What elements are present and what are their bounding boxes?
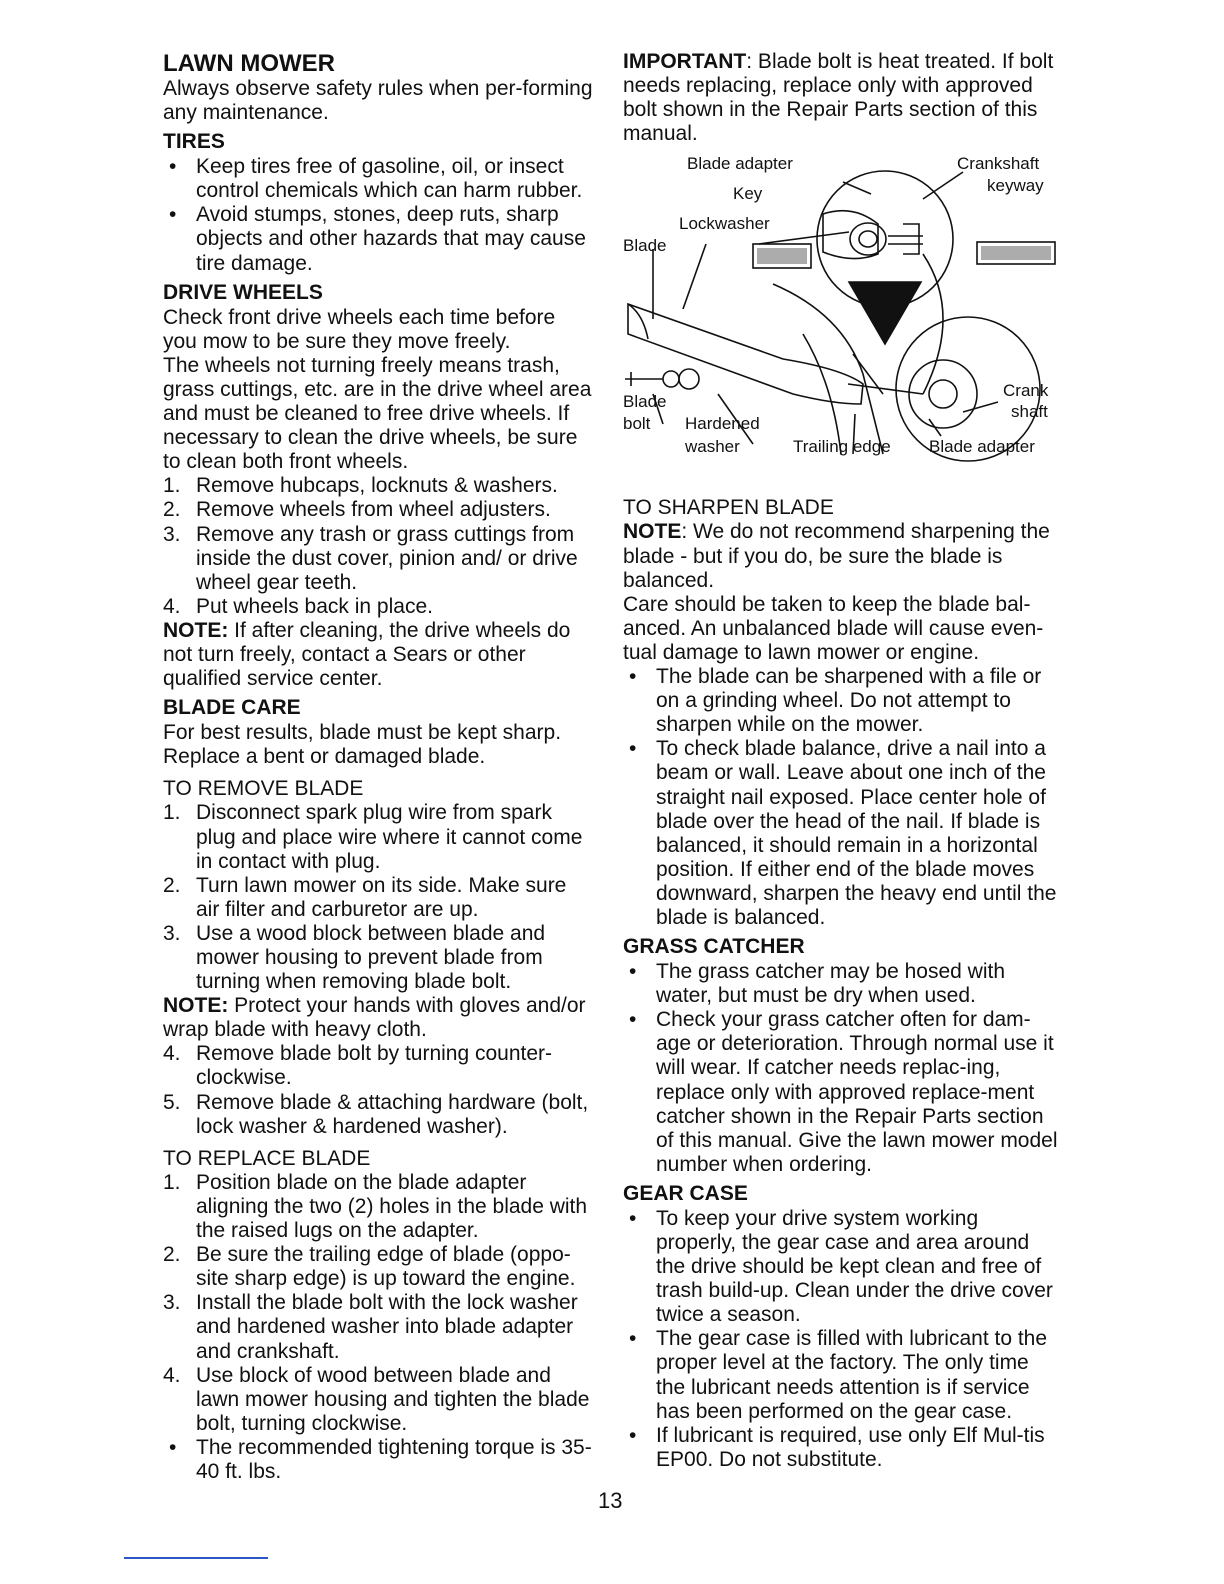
label-hardened: Hardened <box>685 414 760 434</box>
blade-assembly-drawing <box>623 154 1059 484</box>
zoom-pointer <box>849 282 921 344</box>
label-trailing-edge: Trailing edge <box>793 437 891 457</box>
important-notice: IMPORTANT: Blade bolt is heat treated. If bolt needs replacing, replace only with approved bolt shown in the Repair Parts section of this manual. <box>623 50 1054 146</box>
list-item: 2. Be sure the trailing edge of blade (oppo-site sharp edge) is up toward the engine. <box>163 1243 576 1291</box>
remove-blade-steps-2 <box>163 1042 593 1138</box>
intro-text: Always observe safety rules when per-forming any maintenance. <box>163 77 593 125</box>
heading-drive-wheels: DRIVE WHEELS <box>163 280 323 304</box>
list-item: • The recommended tightening torque is 35-40 ft. lbs. <box>163 1436 593 1484</box>
heading-replace-blade: TO REPLACE BLADE <box>163 1146 371 1170</box>
replace-blade-steps <box>163 1171 593 1436</box>
label-washer: washer <box>685 437 740 457</box>
heading-sharpen-blade: TO SHARPEN BLADE <box>623 496 834 520</box>
grass-catcher-list <box>623 960 1059 1177</box>
blade-assembly-diagram <box>623 154 1059 484</box>
label-crank: Crank <box>1003 381 1049 401</box>
tires-list <box>163 155 593 275</box>
bottom-rule <box>124 1557 268 1559</box>
gear-case-list <box>623 1207 1059 1472</box>
list-item: 3. Remove any trash or grass cuttings from inside the dust cover, pinion and/ or drive wheel gear teeth. <box>163 522 578 594</box>
heading-grass-catcher: GRASS CATCHER <box>623 935 805 959</box>
remove-blade-steps <box>163 801 593 994</box>
right-column <box>623 50 1059 1472</box>
blade-care-paragraph: For best results, blade must be kept sharp. Replace a bent or damaged blade. <box>163 721 562 769</box>
label-key: Key <box>733 184 763 204</box>
label-crankshaft: Crankshaft <box>957 154 1040 174</box>
page-number: 13 <box>598 1488 623 1513</box>
blade-care-note: NOTE: Protect your hands with gloves and/or wrap blade with heavy cloth. <box>163 994 586 1042</box>
list-item: • The blade can be sharpened with a file or on a grinding wheel. Do not attempt to sharpen while on the mower. <box>623 665 1059 737</box>
sharpen-list <box>623 665 1059 930</box>
label-shaft: shaft <box>1011 402 1048 422</box>
list-item: • The gear case is filled with lubricant to the proper level at the factory. The only time the lubricant needs attention is if service has been performed on the gear case. <box>623 1327 1059 1423</box>
sharpen-note: NOTE: We do not recommend sharpening the blade - but if you do, be sure the blade is balanced. <box>623 520 1050 592</box>
drive-wheels-paragraph-2: The wheels not turning freely means trash, grass cuttings, etc. are in the drive wheel area and must be cleaned to free drive wheels. If necessary to clean the drive wheels, be sure to clean both front wheels. <box>163 353 592 474</box>
label-blade-adapter-bottom: Blade adapter <box>929 437 1035 457</box>
list-item: 1. Position blade on the blade adapter aligning the two (2) holes in the blade with the raised lugs on the adapter. <box>163 1170 588 1243</box>
sharpen-paragraph: Care should be taken to keep the blade bal-anced. An unbalanced blade will cause even-tual damage to lawn mower or engine. <box>623 592 1044 664</box>
label-blade-bolt-line2: bolt <box>623 414 651 434</box>
list-item: • To check blade balance, drive a nail into a beam or wall. Leave about one inch of the straight nail exposed. Place center hole of blade over the head of the nail. If blade is balanced, it should remain in a horizontal position. If either end of the blade moves downward, sharpen the heavy end until the blade is balanced. <box>623 737 1059 930</box>
label-keyway: keyway <box>987 176 1044 196</box>
list-item: 3. Use a wood block between blade and mower housing to prevent blade from turning when removing blade bolt. <box>163 921 546 994</box>
list-item: 1. Remove hubcaps, locknuts & washers. <box>163 474 558 498</box>
list-item: 3. Install the blade bolt with the lock washer and hardened washer into blade adapter and crankshaft. <box>163 1291 578 1363</box>
section-title-lawn-mower: LAWN MOWER <box>163 50 335 77</box>
label-lockwasher: Lockwasher <box>679 214 770 234</box>
list-item: • Keep tires free of gasoline, oil, or insect control chemicals which can harm rubber. <box>163 155 593 203</box>
list-item: • The grass catcher may be hosed with water, but must be dry when used. <box>623 960 1059 1008</box>
label-blade: Blade <box>623 236 667 256</box>
list-item: • Check your grass catcher often for dam-age or deterioration. Through normal use it will wear. If catcher needs replac-ing, replace only with approved replace-ment catcher shown in the Repair Parts section of this manual. Give the lawn mower model number when ordering. <box>623 1008 1059 1177</box>
list-item: 4. Put wheels back in place. <box>163 594 433 618</box>
list-item: 2. Remove wheels from wheel adjusters. <box>163 498 551 522</box>
list-item: 1. Disconnect spark plug wire from spark plug and place wire where it cannot come in contact with plug. <box>163 801 583 873</box>
drive-wheels-steps <box>163 474 593 619</box>
list-item: 4. Use block of wood between blade and lawn mower housing and tighten the blade bolt, turning clockwise. <box>163 1363 590 1435</box>
label-blade-bolt-line1: Blade <box>623 392 667 412</box>
list-item: • To keep your drive system working properly, the gear case and area around the drive should be kept clean and free of trash build-up. Clean under the drive cover twice a season. <box>623 1207 1059 1327</box>
list-item: • Avoid stumps, stones, deep ruts, sharp objects and other hazards that may cause tire damage. <box>163 203 593 275</box>
heading-blade-care: BLADE CARE <box>163 696 301 720</box>
left-column <box>163 50 593 1484</box>
heading-gear-case: GEAR CASE <box>623 1181 748 1205</box>
drive-wheels-note: NOTE: If after cleaning, the drive wheels do not turn freely, contact a Sears or other qualified service center. <box>163 618 571 691</box>
heading-tires: TIRES <box>163 130 225 154</box>
list-item: 2. Turn lawn mower on its side. Make sure air filter and carburetor are up. <box>163 873 567 921</box>
list-item: 4. Remove blade bolt by turning counter-clockwise. <box>163 1042 553 1090</box>
heading-remove-blade: TO REMOVE BLADE <box>163 777 364 801</box>
list-item: • If lubricant is required, use only Elf Mul-tis EP00. Do not substitute. <box>623 1424 1059 1472</box>
torque-list <box>163 1436 593 1484</box>
list-item: 5. Remove blade & attaching hardware (bolt, lock washer & hardened washer). <box>163 1090 589 1138</box>
label-blade-adapter-top: Blade adapter <box>687 154 793 174</box>
drive-wheels-paragraph-1: Check front drive wheels each time before you mow to be sure they move freely. <box>163 305 556 353</box>
